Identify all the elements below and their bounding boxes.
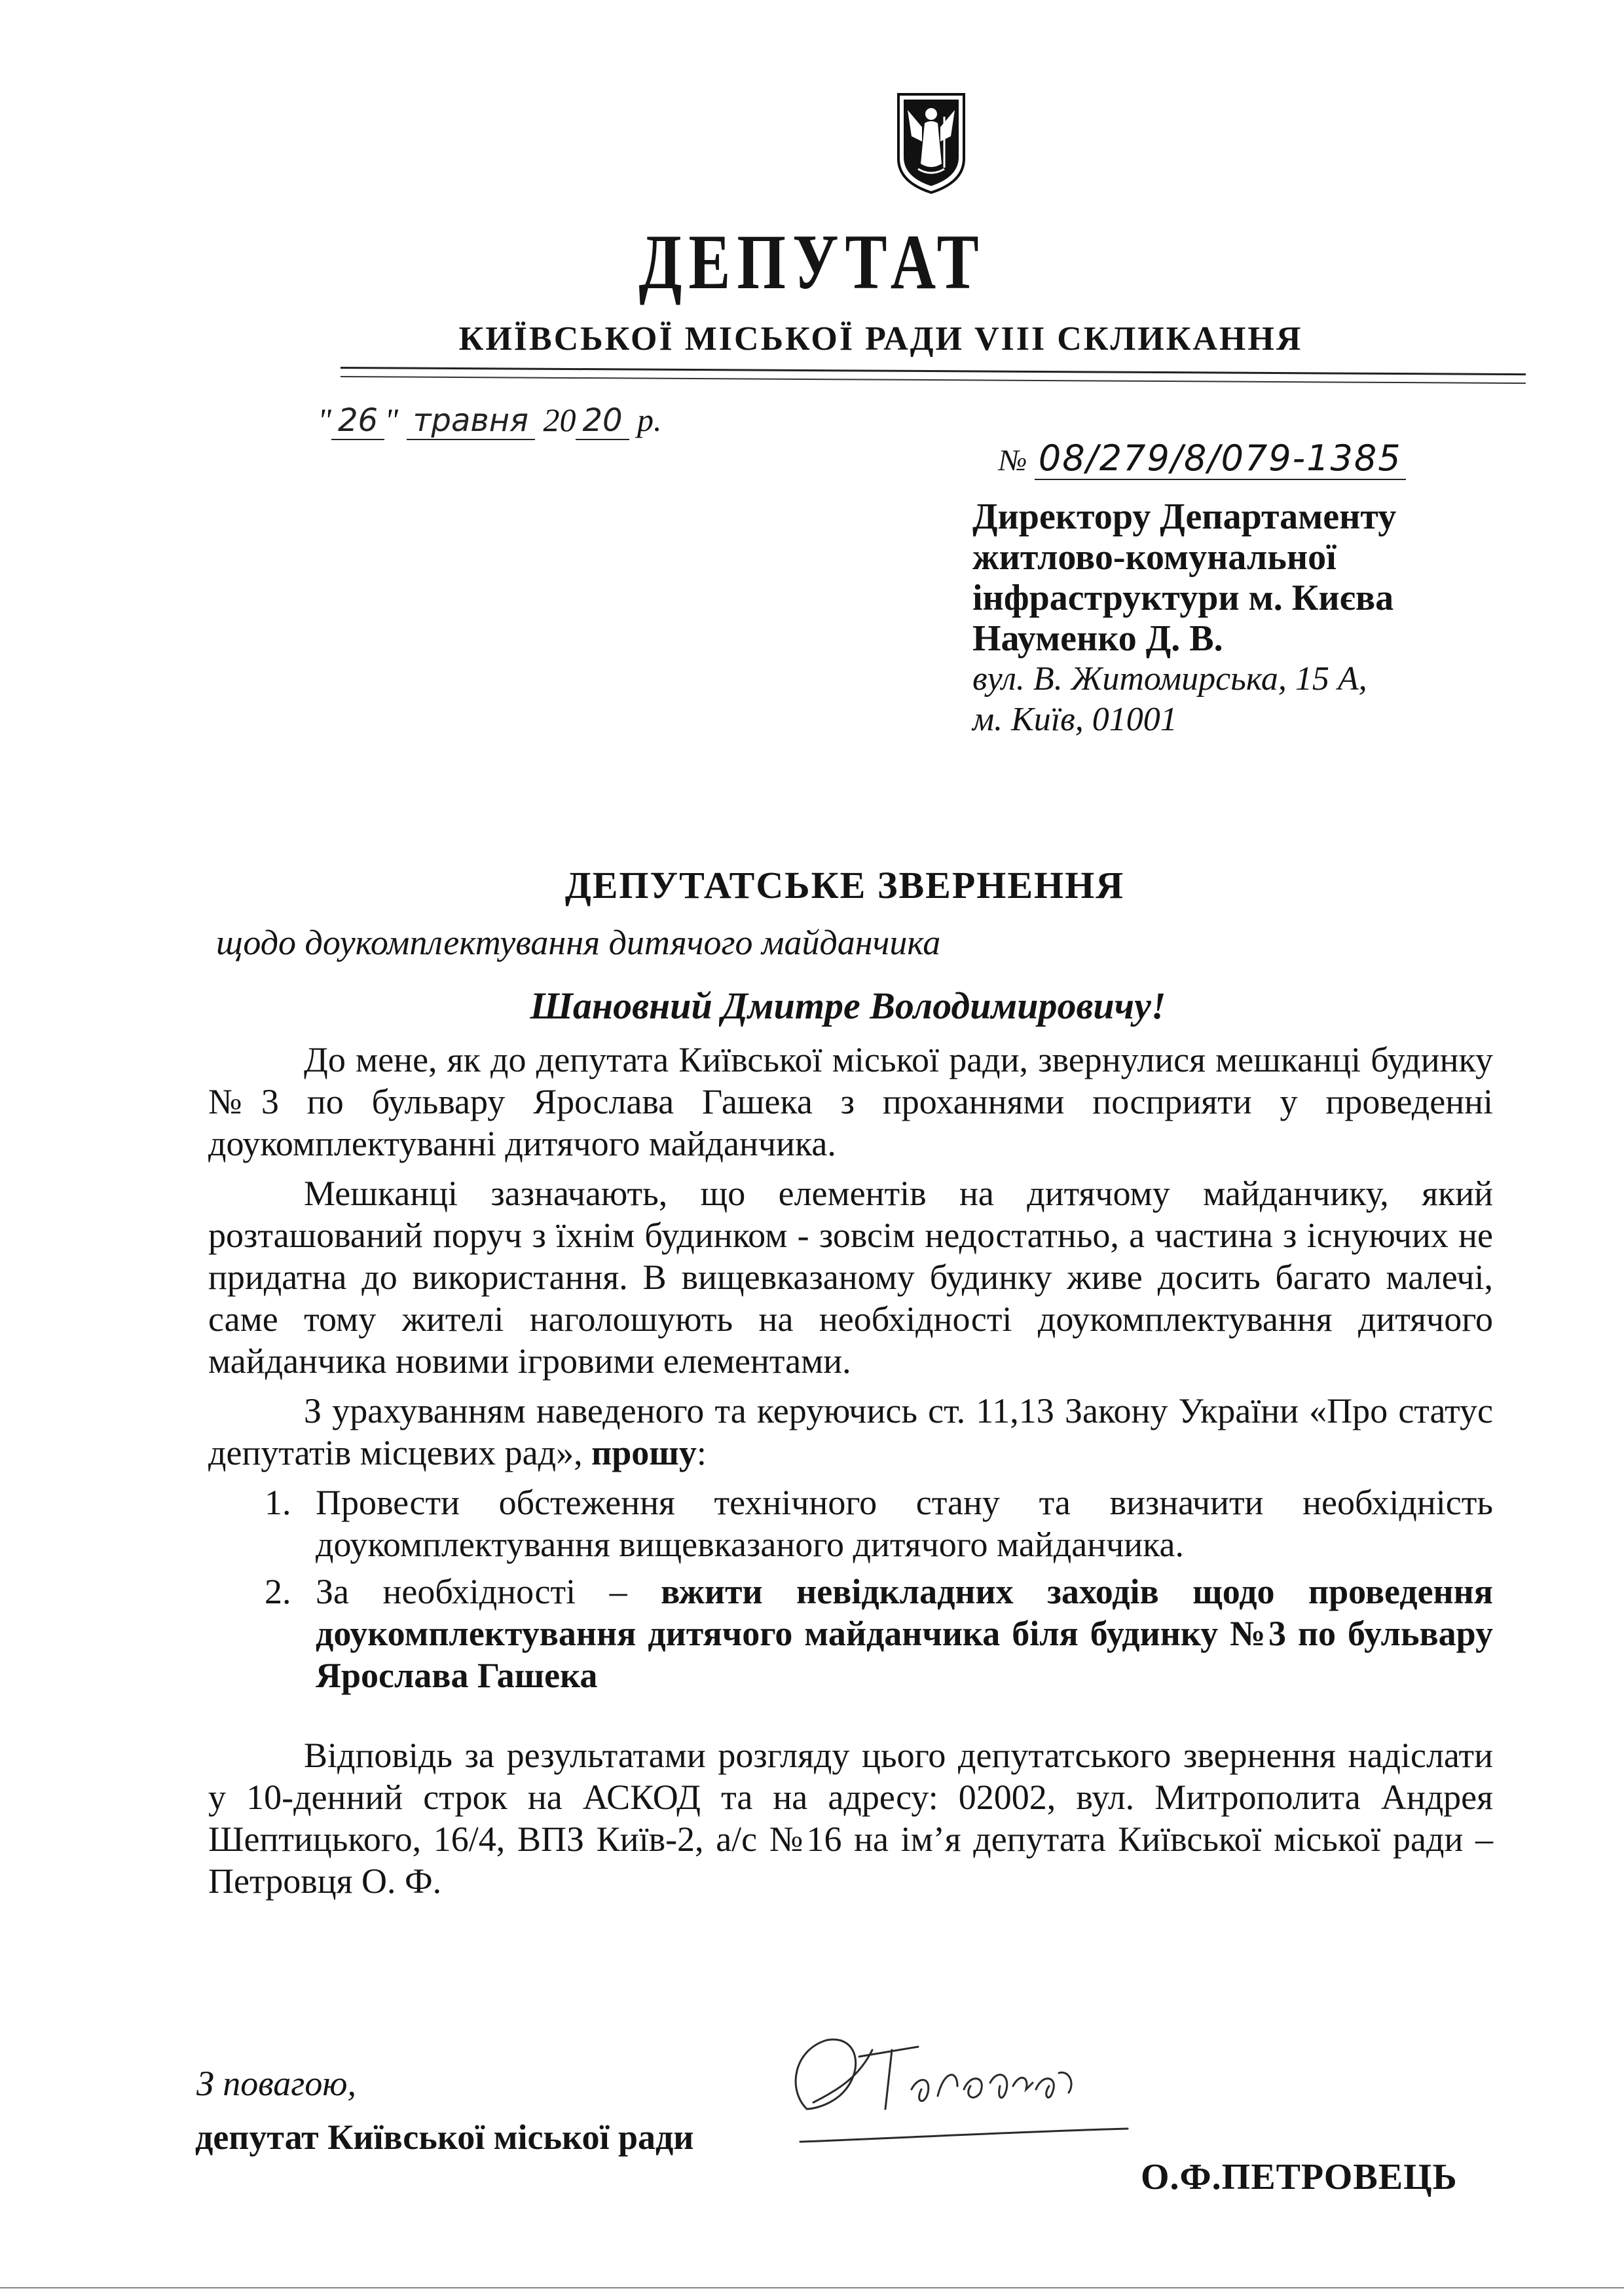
addressee-address: вул. В. Житомирська, 15 А, xyxy=(972,660,1367,698)
date-month: травня xyxy=(407,402,535,440)
request-item xyxy=(300,1571,1493,1696)
document-date: " 26 " травня 20 20 р. xyxy=(318,401,662,439)
request-item-bold: вжити невідкладних заходів щодо проведення доукомплектування дитячого майданчика біля будинку №3 по бульвару Ярослава Гашека xyxy=(316,1572,1493,1695)
registration-number xyxy=(999,438,1406,479)
addressee-address: м. Київ, 01001 xyxy=(972,701,1177,738)
letter-body xyxy=(208,1039,1493,1910)
closing-regards: З повагою, xyxy=(196,2064,356,2103)
scan-bottom-edge xyxy=(0,2287,1624,2288)
date-unit: р. xyxy=(637,401,662,438)
number-prefix: № xyxy=(999,443,1027,477)
request-intro: З урахуванням наведеного та керуючись ст. 11,13 Закону України «Про статус депутатів місцевих рад», xyxy=(208,1391,1493,1472)
kyiv-coat-of-arms-icon xyxy=(896,90,967,195)
signer-name: О.Ф.ПЕТРОВЕЦЬ xyxy=(1141,2157,1458,2197)
date-day: 26 xyxy=(331,402,384,440)
number-value: 08/279/8/079-1385 xyxy=(1035,438,1406,480)
request-item: 1. Провести обстеження технічного стану та визначити необхідність доукомплектування вищевказаного дитячого майданчика. xyxy=(300,1482,1493,1565)
addressee-line: інфраструктури м. Києва xyxy=(972,578,1394,618)
request-colon: : xyxy=(696,1433,707,1472)
signer-position: депутат Київської міської ради xyxy=(195,2118,694,2157)
addressee-line: житлово-комунальної xyxy=(972,537,1337,578)
letterhead-subtitle: КИЇВСЬКОЇ МІСЬКОЇ РАДИ VIII СКЛИКАННЯ xyxy=(458,320,1303,358)
body-paragraph: До мене, як до депутата Київської міської ради, звернулися мешканці будинку №3 по бульвару Ярослава Гашека з проханнями посприяти у проведенні доукомплектуванні дитячого майданчика. xyxy=(208,1040,1493,1163)
letterhead-title: ДЕПУТАТ xyxy=(638,217,986,306)
date-year-suffix: 20 xyxy=(576,402,629,440)
appeal-title: ДЕПУТАТСЬКЕ ЗВЕРНЕННЯ xyxy=(564,864,1125,906)
request-item-lead: За необхідності – xyxy=(316,1572,627,1611)
header-rule-thin xyxy=(341,376,1526,384)
body-paragraph: Відповідь за результатами розгляду цього депутатського звернення надіслати у 10-денний строк на АСКОД та на адресу: 02002, вул. Митрополита Андрея Шептицького, 16/4, ВПЗ Київ-2, а/с №16 на ім’я депутата Київської міської ради – Петровця О. Ф. xyxy=(208,1736,1493,1901)
body-paragraph: Мешканці зазначають, що елементів на дитячому майданчику, який розташований поруч з їхнім будинком - зовсім недостатньо, а частина з існуючих не придатна до використання. В вищевказаному будинку живе досить багато малечі, саме тому жителі наголошують на необхідності доукомплектування дитячого майданчика новими ігровими елементами. xyxy=(208,1174,1493,1381)
addressee-block xyxy=(972,496,1396,740)
addressee-line: Директору Департаменту xyxy=(972,496,1397,537)
header-rule xyxy=(341,367,1526,375)
appeal-subject: щодо доукомплектування дитячого майданчика xyxy=(216,923,941,962)
date-year-prefix: 20 xyxy=(543,401,576,438)
handwritten-signature xyxy=(761,2011,1154,2181)
salutation: Шановний Дмитре Володимировичу! xyxy=(530,984,1166,1027)
addressee-name: Науменко Д. В. xyxy=(972,618,1223,659)
request-keyword: прошу xyxy=(591,1433,697,1472)
body-paragraph xyxy=(208,1390,1493,1474)
request-list xyxy=(208,1482,1493,1696)
